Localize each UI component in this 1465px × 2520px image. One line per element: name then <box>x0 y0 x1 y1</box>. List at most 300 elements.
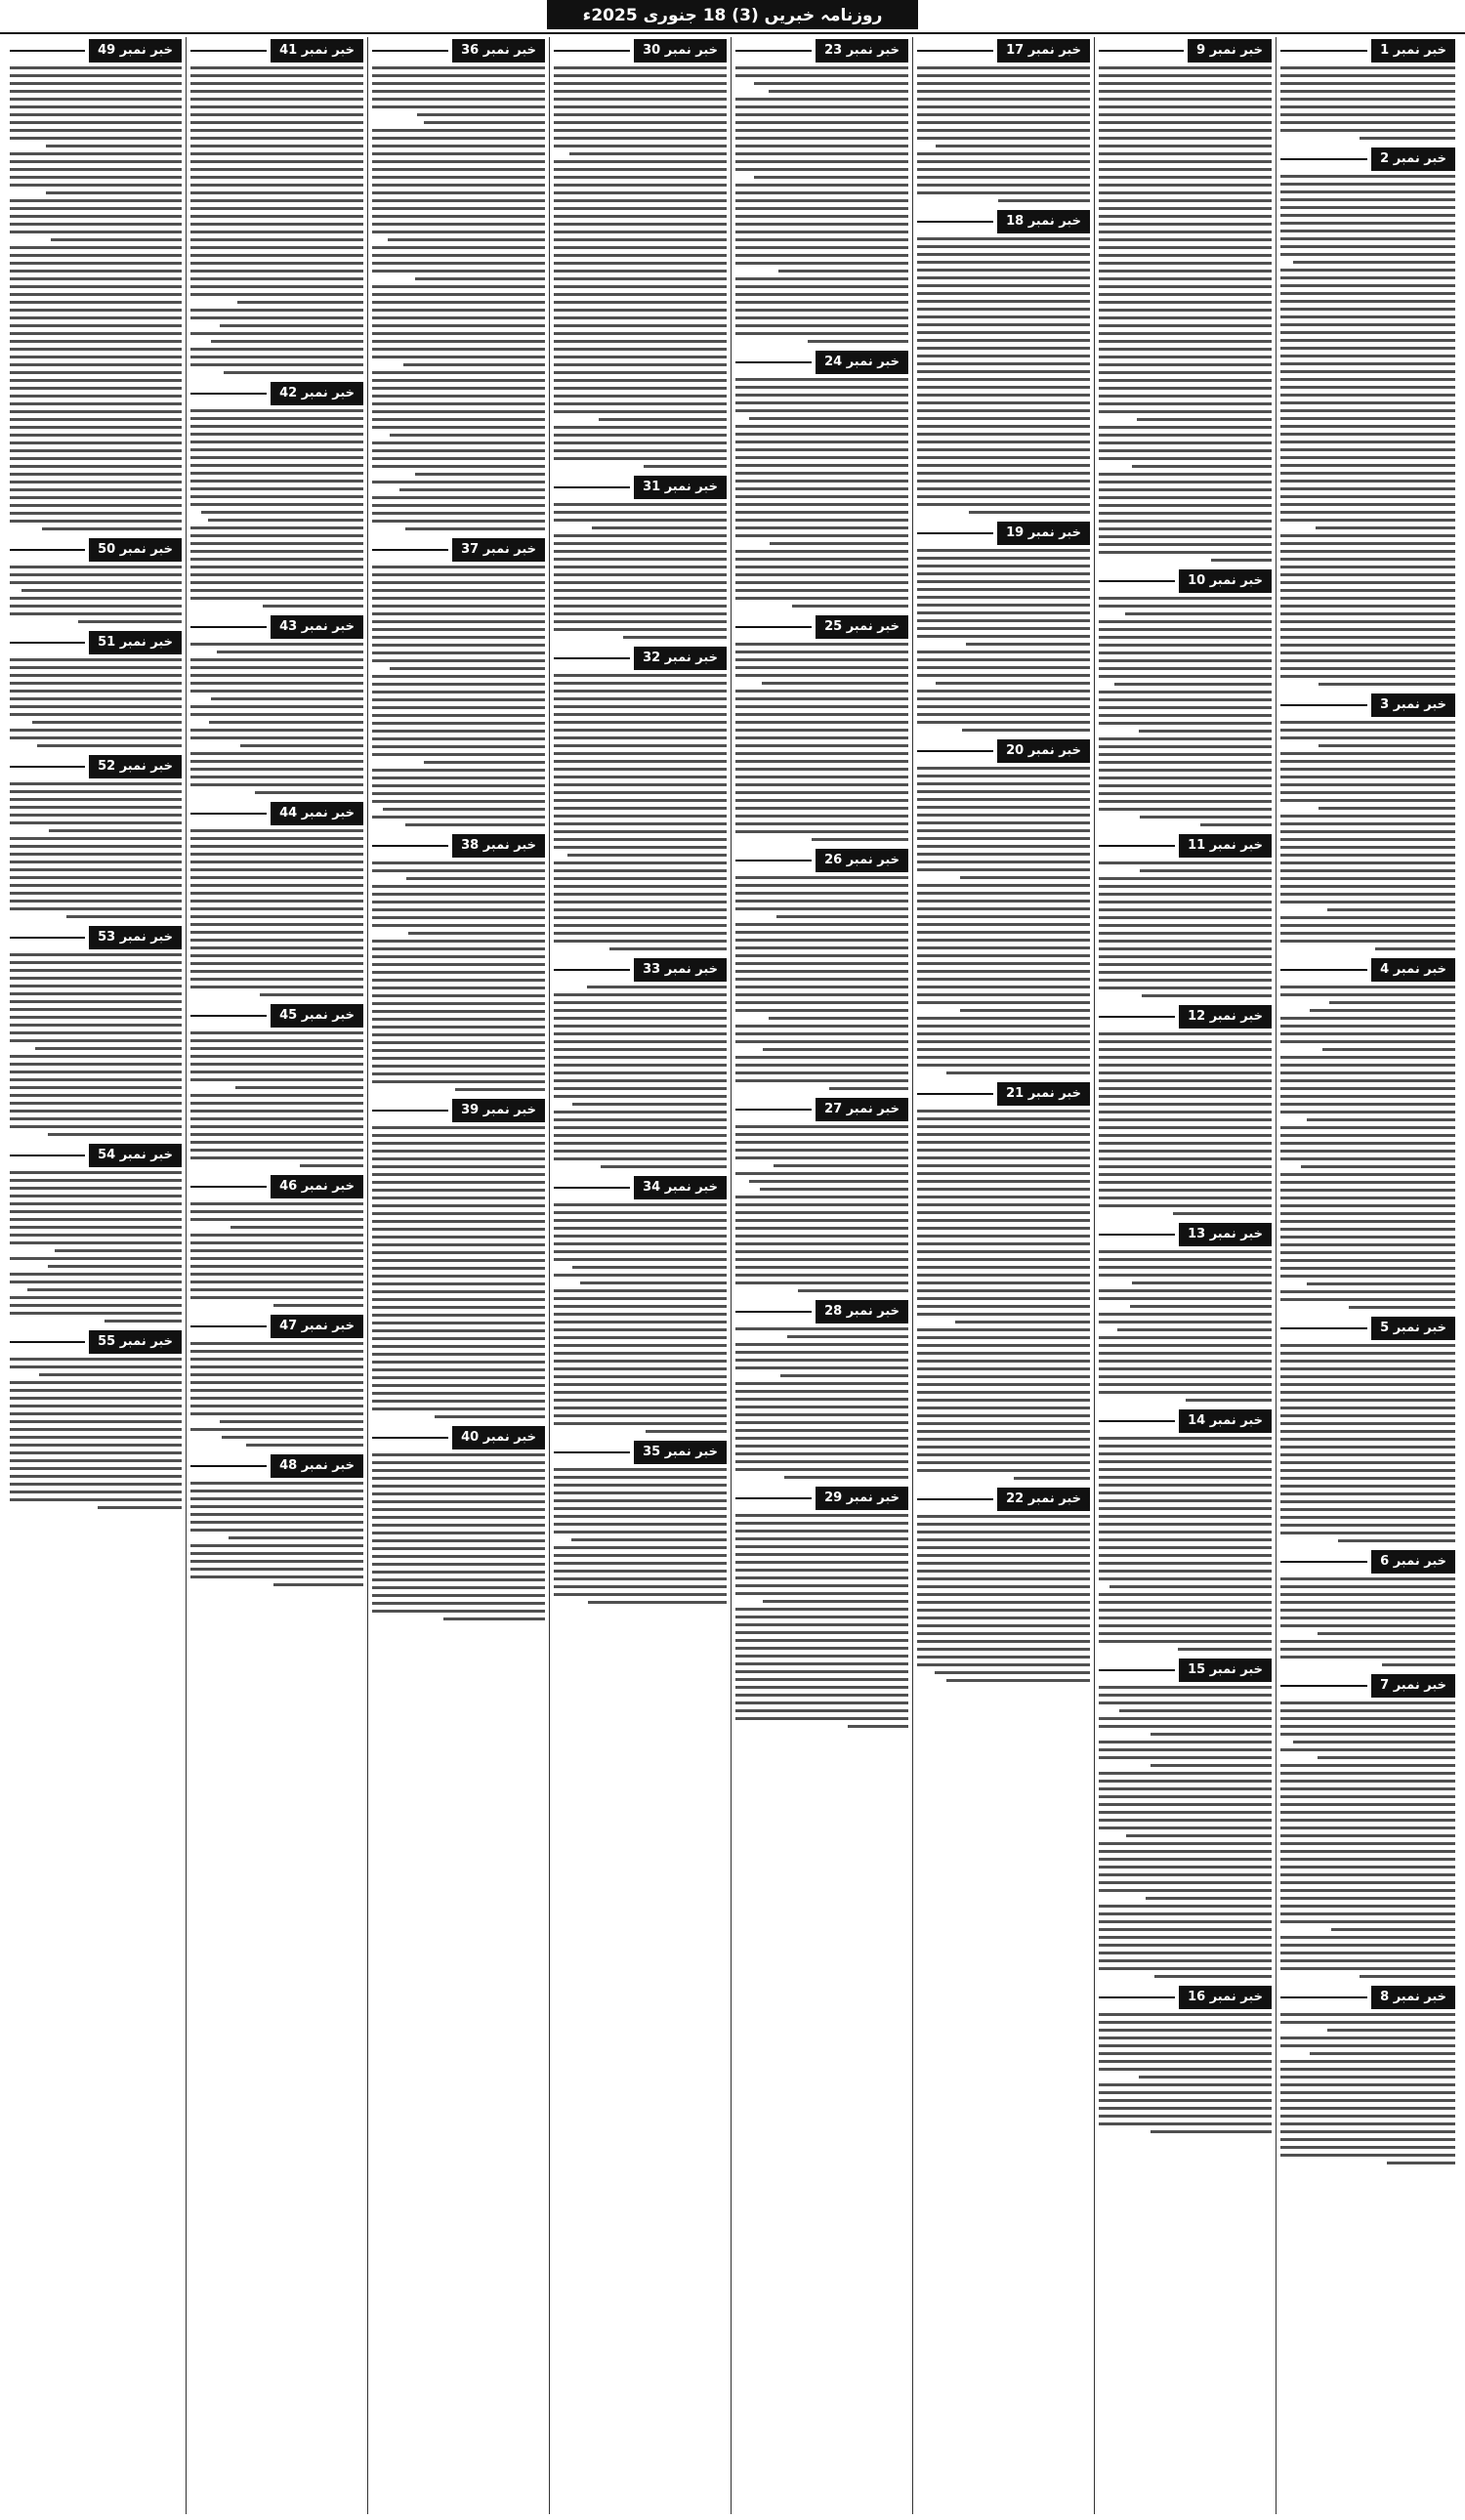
text-line <box>1280 315 1455 318</box>
text-line <box>190 884 363 887</box>
text-line <box>554 1507 727 1510</box>
text-line <box>190 1094 363 1097</box>
text-line <box>1151 2130 1272 2133</box>
text-line <box>1099 105 1272 108</box>
text-line <box>190 1039 363 1042</box>
text-line <box>372 504 545 507</box>
notice-heading <box>554 477 727 498</box>
text-line <box>372 1267 545 1270</box>
text-line <box>190 309 363 312</box>
text-line <box>1280 1772 1455 1775</box>
text-line <box>66 915 182 918</box>
news-notice <box>1280 956 1455 1311</box>
text-line <box>735 1398 908 1401</box>
notice-number-tag: خبر نمبر 16 <box>1179 1986 1272 2009</box>
text-line <box>190 1071 363 1073</box>
text-line <box>190 1412 363 1415</box>
text-line <box>917 191 1090 194</box>
text-line <box>917 1141 1090 1144</box>
text-line <box>1280 1290 1455 1293</box>
text-line <box>569 152 727 155</box>
notice-body-text <box>917 764 1090 1076</box>
notice-number-tag: خبر نمبر 44 <box>271 802 363 825</box>
text-line <box>1280 230 1455 232</box>
text-line <box>190 1428 363 1431</box>
text-line <box>554 129 727 132</box>
text-line <box>554 1585 727 1588</box>
text-line <box>1099 285 1272 288</box>
news-notice <box>917 520 1090 734</box>
text-line <box>220 324 363 327</box>
news-column-content <box>735 37 908 2514</box>
text-line <box>255 791 364 794</box>
text-line <box>917 651 1090 653</box>
notice-number-tag: خبر نمبر 3 <box>1371 693 1455 717</box>
text-line <box>917 1258 1090 1261</box>
text-line <box>917 355 1090 357</box>
text-line <box>554 1570 727 1573</box>
text-line <box>10 356 182 358</box>
text-line <box>1099 1056 1272 1059</box>
text-line <box>735 1382 908 1385</box>
text-line <box>1331 1928 1455 1931</box>
text-line <box>1280 993 1455 996</box>
notice-heading <box>1280 148 1455 170</box>
news-notice <box>917 1486 1090 1684</box>
notice-number-tag: خبر نمبر 41 <box>271 39 363 63</box>
text-line <box>735 986 908 988</box>
text-line <box>1280 1298 1455 1301</box>
text-line <box>1280 1617 1455 1619</box>
text-line <box>554 558 727 561</box>
text-line <box>10 1358 182 1361</box>
text-line <box>372 207 545 210</box>
text-line <box>372 1033 545 1036</box>
text-line <box>372 1002 545 1005</box>
notice-heading-rule <box>10 642 85 644</box>
text-line <box>1318 1632 1455 1635</box>
text-line <box>1099 348 1272 351</box>
text-line <box>735 503 908 506</box>
text-line <box>372 1142 545 1145</box>
text-line <box>372 1524 545 1527</box>
text-line <box>763 1600 908 1603</box>
text-line <box>735 425 908 428</box>
text-line <box>1327 2029 1455 2032</box>
notice-number-tag: خبر نمبر 30 <box>634 39 727 63</box>
text-line <box>554 223 727 226</box>
text-line <box>10 876 182 879</box>
text-line <box>10 790 182 793</box>
text-line <box>1280 791 1455 794</box>
notice-number-tag: خبر نمبر 10 <box>1179 569 1272 593</box>
text-line <box>1099 675 1272 678</box>
text-line <box>10 806 182 809</box>
text-line <box>224 371 363 374</box>
text-line <box>372 1384 545 1387</box>
text-line <box>1099 971 1272 974</box>
text-line <box>1137 418 1272 421</box>
text-line <box>1099 2122 1272 2125</box>
text-line <box>735 215 908 218</box>
text-line <box>190 231 363 233</box>
text-line <box>1099 597 1272 600</box>
text-line <box>1280 441 1455 443</box>
text-line <box>1329 1001 1455 1004</box>
text-line <box>735 939 908 942</box>
text-line <box>190 1482 363 1485</box>
text-line <box>1280 2044 1455 2047</box>
news-column-content <box>917 37 1090 2514</box>
text-line <box>1099 481 1272 483</box>
text-line <box>735 1351 908 1354</box>
text-line <box>372 1150 545 1153</box>
text-line <box>917 339 1090 342</box>
text-line <box>1099 1484 1272 1487</box>
text-line <box>1280 1383 1455 1386</box>
text-line <box>1280 1414 1455 1417</box>
text-line <box>917 394 1090 397</box>
text-line <box>1099 1321 1272 1323</box>
text-line <box>554 1219 727 1222</box>
text-line <box>1280 659 1455 662</box>
news-column <box>186 37 367 2514</box>
text-line <box>554 534 727 537</box>
text-line <box>1099 2115 1272 2118</box>
text-line <box>554 215 727 218</box>
text-line <box>917 1430 1090 1433</box>
text-line <box>554 752 727 755</box>
text-line <box>735 550 908 553</box>
notice-body-text <box>1099 594 1272 828</box>
text-line <box>1099 254 1272 257</box>
text-line <box>1280 1656 1455 1659</box>
notice-number-tag: خبر نمبر 40 <box>452 1426 545 1449</box>
text-line <box>372 1361 545 1364</box>
text-line <box>554 371 727 374</box>
notice-heading-rule <box>1280 1685 1367 1687</box>
text-line <box>1099 636 1272 639</box>
text-line <box>372 1041 545 1044</box>
text-line <box>1099 1819 1272 1822</box>
text-line <box>1280 1787 1455 1790</box>
text-line <box>735 815 908 818</box>
text-line <box>1099 2052 1272 2055</box>
text-line <box>10 410 182 413</box>
text-line <box>10 473 182 476</box>
text-line <box>1360 137 1455 140</box>
text-line <box>1280 1944 1455 1947</box>
text-line <box>1280 1609 1455 1612</box>
text-line <box>917 184 1090 187</box>
text-line <box>10 729 182 732</box>
text-line <box>190 1156 363 1159</box>
text-line <box>1280 292 1455 295</box>
text-line <box>1099 2037 1272 2039</box>
text-line <box>1280 1912 1455 1915</box>
text-line <box>190 829 363 832</box>
text-line <box>1280 597 1455 600</box>
text-line <box>735 332 908 335</box>
text-line <box>10 121 182 124</box>
notice-body-text <box>554 63 727 470</box>
text-line <box>1099 1632 1272 1635</box>
notice-number-tag: خبر نمبر 15 <box>1179 1659 1272 1682</box>
text-line <box>190 1350 363 1353</box>
text-line <box>917 572 1090 575</box>
text-line <box>1099 1181 1272 1184</box>
text-line <box>1293 1741 1455 1743</box>
text-line <box>554 566 727 568</box>
text-line <box>735 386 908 389</box>
news-notice <box>372 832 545 1093</box>
text-line <box>42 527 182 530</box>
text-line <box>917 1648 1090 1651</box>
text-line <box>10 82 182 85</box>
text-line <box>554 160 727 163</box>
text-line <box>190 690 363 693</box>
text-line <box>10 1498 182 1501</box>
text-line <box>735 1001 908 1004</box>
text-line <box>735 1655 908 1658</box>
text-line <box>372 66 545 69</box>
notice-number-tag: خبر نمبر 36 <box>452 39 545 63</box>
news-column <box>549 37 731 2514</box>
notice-heading-rule <box>735 1311 812 1313</box>
text-line <box>1280 1025 1455 1028</box>
text-line <box>554 1142 727 1145</box>
text-line <box>1280 729 1455 732</box>
notice-number-tag: خبر نمبر 48 <box>271 1454 363 1478</box>
text-line <box>1280 1251 1455 1254</box>
text-line <box>1099 1624 1272 1627</box>
text-line <box>1099 441 1272 444</box>
text-line <box>1280 1842 1455 1845</box>
notice-body-text <box>917 1512 1090 1684</box>
news-column-content <box>190 37 363 2514</box>
text-line <box>372 612 545 615</box>
text-line <box>10 581 182 584</box>
text-line <box>1280 1111 1455 1113</box>
text-line <box>735 1514 908 1517</box>
text-line <box>190 1241 363 1244</box>
notice-heading <box>735 40 908 62</box>
text-line <box>1099 340 1272 343</box>
notice-heading-rule <box>917 1093 993 1095</box>
text-line <box>917 1663 1090 1666</box>
text-line <box>1099 324 1272 327</box>
text-line <box>372 597 545 600</box>
text-line <box>1099 1609 1272 1612</box>
text-line <box>372 1461 545 1464</box>
text-line <box>917 962 1090 965</box>
text-line <box>917 775 1090 777</box>
text-line <box>1280 736 1455 739</box>
text-line <box>917 1344 1090 1347</box>
text-line <box>10 246 182 249</box>
text-line <box>10 1436 182 1439</box>
notice-body-text <box>190 826 363 998</box>
text-line <box>623 636 727 639</box>
text-line <box>1280 1701 1455 1704</box>
text-line <box>735 511 908 514</box>
text-line <box>1099 1375 1272 1378</box>
text-line <box>1280 566 1455 568</box>
text-line <box>1099 402 1272 405</box>
text-line <box>372 199 545 202</box>
text-line <box>735 1429 908 1432</box>
text-line <box>917 253 1090 256</box>
text-line <box>554 908 727 911</box>
text-line <box>749 417 908 420</box>
text-line <box>1280 66 1455 69</box>
text-line <box>372 971 545 974</box>
text-line <box>735 1406 908 1408</box>
text-line <box>1099 1967 1272 1970</box>
text-line <box>554 426 727 429</box>
text-line <box>554 1305 727 1308</box>
notice-heading-rule <box>735 361 812 363</box>
text-line <box>1099 1772 1272 1775</box>
page-header <box>547 0 918 29</box>
text-line <box>1280 799 1455 802</box>
text-line <box>10 512 182 515</box>
text-line <box>1099 1460 1272 1463</box>
text-line <box>273 1583 363 1586</box>
text-line <box>572 1266 727 1269</box>
text-line <box>735 448 908 451</box>
text-line <box>917 1048 1090 1051</box>
notice-heading <box>554 959 727 981</box>
text-line <box>190 837 363 840</box>
text-line <box>735 736 908 739</box>
text-line <box>554 98 727 101</box>
text-line <box>1280 370 1455 373</box>
text-line <box>554 1095 727 1098</box>
notice-body-text <box>735 1324 908 1481</box>
text-line <box>1099 792 1272 795</box>
text-line <box>1099 1866 1272 1869</box>
text-line <box>1280 768 1455 771</box>
notice-heading-rule <box>10 1341 85 1343</box>
notice-body-text <box>1099 2010 1272 2135</box>
text-line <box>554 1407 727 1409</box>
text-line <box>1280 1889 1455 1892</box>
text-line <box>554 1414 727 1417</box>
text-line <box>917 409 1090 412</box>
notice-heading-rule <box>735 1497 812 1499</box>
text-line <box>554 1157 727 1160</box>
text-line <box>917 1585 1090 1588</box>
text-line <box>735 1413 908 1416</box>
text-line <box>372 1314 545 1317</box>
text-line <box>917 105 1090 108</box>
text-line <box>1280 1524 1455 1527</box>
notice-body-text <box>735 1511 908 1730</box>
text-line <box>1280 105 1455 108</box>
text-line <box>917 378 1090 381</box>
text-line <box>1280 300 1455 303</box>
text-line <box>946 1679 1090 1682</box>
text-line <box>1280 605 1455 608</box>
text-line <box>735 74 908 77</box>
news-notice <box>190 37 363 376</box>
notice-number-tag: خبر نمبر 45 <box>271 1004 363 1028</box>
text-line <box>735 1647 908 1650</box>
text-line <box>1099 1150 1272 1153</box>
text-line <box>1280 417 1455 420</box>
text-line <box>1280 98 1455 101</box>
text-line <box>190 1078 363 1081</box>
text-line <box>735 378 908 381</box>
text-line <box>372 885 545 888</box>
notice-number-tag: خبر نمبر 12 <box>1179 1005 1272 1029</box>
text-line <box>1280 425 1455 428</box>
text-line <box>1280 550 1455 553</box>
text-line <box>554 1017 727 1020</box>
text-line <box>554 542 727 545</box>
text-line <box>1099 1562 1272 1565</box>
news-notice <box>190 1313 363 1449</box>
text-line <box>735 1258 908 1261</box>
text-line <box>190 1055 363 1058</box>
text-line <box>1280 1516 1455 1519</box>
text-line <box>735 480 908 483</box>
text-line <box>10 184 182 187</box>
notice-heading <box>554 1177 727 1198</box>
text-line <box>1099 356 1272 358</box>
text-line <box>1280 1492 1455 1495</box>
text-line <box>372 947 545 950</box>
text-line <box>190 1125 363 1128</box>
text-line <box>735 1343 908 1346</box>
text-line <box>735 900 908 903</box>
page-header-title: روزنامہ خبریں (3) 18 جنوری 2025ء <box>582 5 883 25</box>
text-line <box>735 160 908 163</box>
notice-heading-rule <box>554 1187 630 1189</box>
text-line <box>1280 1103 1455 1106</box>
text-line <box>1280 1259 1455 1262</box>
text-line <box>917 1375 1090 1378</box>
text-line <box>1099 979 1272 982</box>
text-line <box>403 363 545 366</box>
text-line <box>10 1420 182 1423</box>
text-line <box>10 985 182 987</box>
text-line <box>10 1226 182 1229</box>
text-line <box>443 1617 545 1620</box>
text-line <box>1099 74 1272 77</box>
notice-number-tag: خبر نمبر 14 <box>1179 1409 1272 1433</box>
notice-body-text <box>190 1199 363 1309</box>
text-line <box>780 1374 908 1377</box>
text-line <box>554 1546 727 1549</box>
text-line <box>1099 753 1272 756</box>
news-notice <box>554 645 727 952</box>
text-line <box>735 658 908 661</box>
text-line <box>10 573 182 576</box>
text-line <box>554 1360 727 1363</box>
text-line <box>372 465 545 468</box>
text-line <box>190 487 363 490</box>
text-line <box>1280 183 1455 186</box>
text-line <box>1154 1975 1272 1978</box>
text-line <box>372 371 545 374</box>
text-line <box>1099 1274 1272 1277</box>
text-line <box>554 573 727 576</box>
text-line <box>190 1102 363 1105</box>
text-line <box>1280 2122 1455 2125</box>
text-line <box>1327 908 1455 911</box>
